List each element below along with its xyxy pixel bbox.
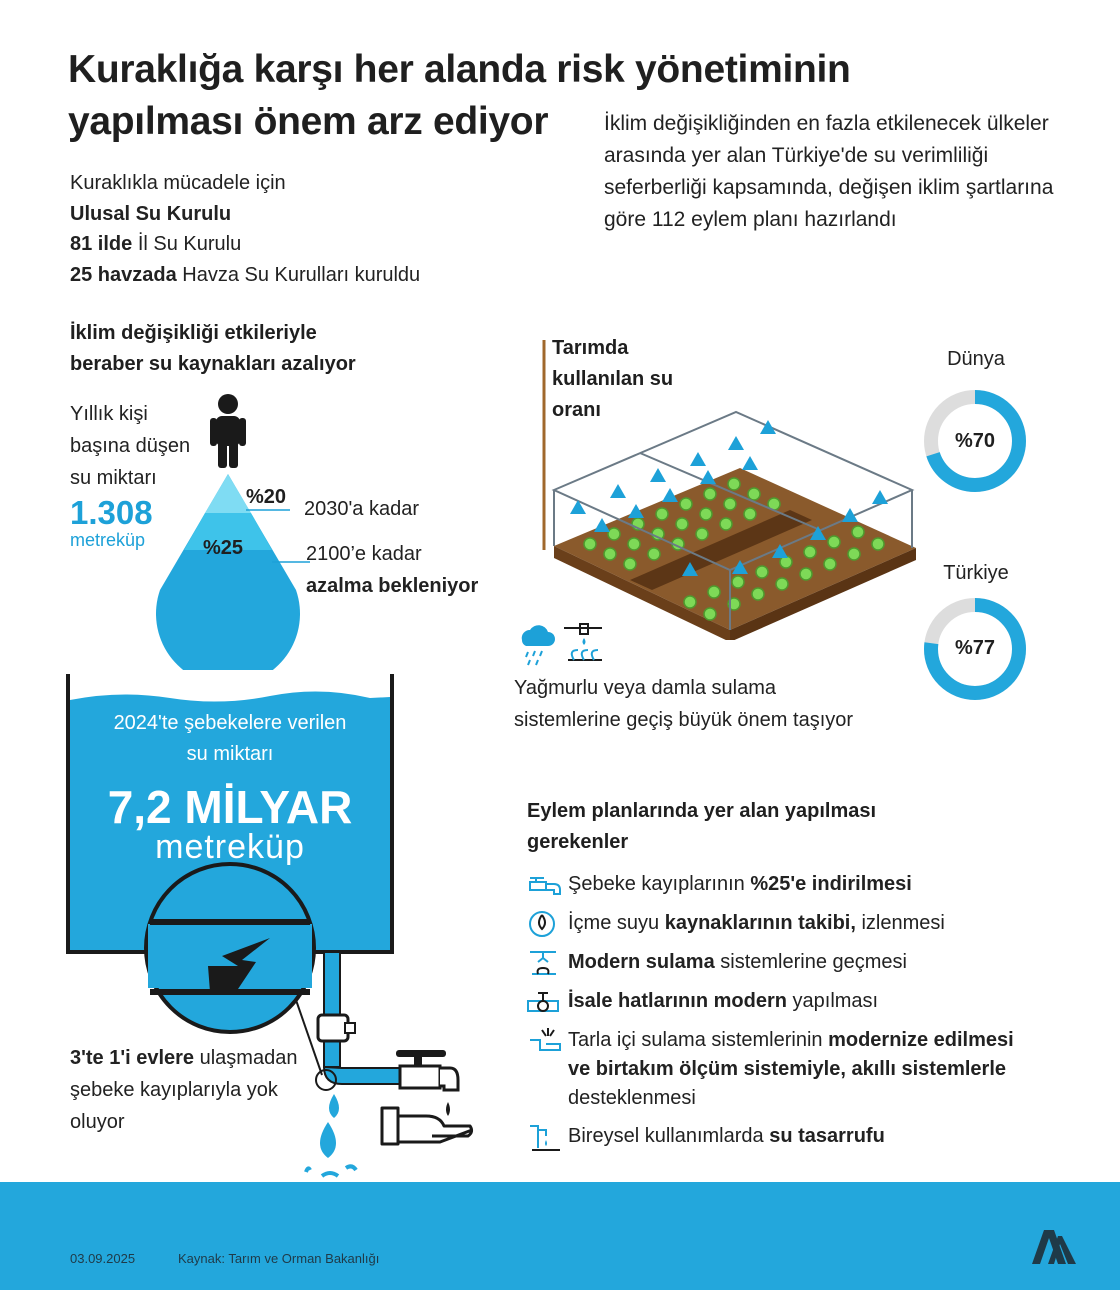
tank-unit: metreküp xyxy=(155,828,305,866)
councils-lead: Kuraklıkla mücadele için xyxy=(70,172,286,194)
actions-heading-line2: gerekenler xyxy=(527,831,629,853)
water-drop-heading xyxy=(70,318,470,380)
label-2030: 2030'a kadar xyxy=(304,498,420,520)
councils-block xyxy=(70,168,550,290)
per-capita-label-line1: Yıllık kişi xyxy=(70,403,148,425)
turkey-value: %77 xyxy=(954,637,996,659)
councils-province-rest: İl Su Kurulu xyxy=(132,233,242,255)
tank-value: 7,2 MİLYAR xyxy=(107,781,353,833)
intro-text: İklim değişikliğinden en fazla etkilenecek ülkeler arasında yer alan Türkiye'de su verimliliği seferberliği kapsamında, değişen iklim şartlarına göre 112 eylem planı hazırlandı xyxy=(604,112,1054,231)
agriculture-heading-line1: Tarımda xyxy=(552,337,629,359)
action-6-pre: Bireysel kullanımlarda xyxy=(568,1125,770,1147)
world-label: Dünya xyxy=(947,348,1005,370)
action-2-pre: İçme suyu xyxy=(568,912,665,934)
action-1-bold: %25'e indirilmesi xyxy=(750,873,912,895)
aa-logo-icon xyxy=(1030,1226,1078,1266)
actions-heading-line1: Eylem planlarında yer alan yapılması xyxy=(527,800,877,822)
agriculture-heading-line3: oranı xyxy=(552,399,601,421)
action-6-bold: su tasarrufu xyxy=(769,1125,885,1147)
councils-basin-rest: Havza Su Kurulları kuruldu xyxy=(176,263,421,286)
councils-province-bold: 81 ilde xyxy=(70,233,133,255)
action-3-post: sistemlerine geçmesi xyxy=(714,951,907,973)
drip-irrigation-icon xyxy=(564,624,602,660)
water-drop-graphic xyxy=(150,390,450,670)
action-1-pre: Şebeke kayıplarının xyxy=(568,873,751,895)
water-drop-heading-line2: beraber su kaynakları azalıyor xyxy=(70,353,356,375)
action-5-pre: Tarla içi sulama sistemlerinin xyxy=(568,1029,829,1051)
loss-bold: 3'te 1'i evlere xyxy=(70,1047,195,1069)
sprinkler-icon xyxy=(526,948,568,978)
action-4-bold: İsale hatlarının modern xyxy=(568,990,787,1012)
hand-icon xyxy=(382,1108,472,1144)
field-irrigation-icon xyxy=(526,1026,568,1056)
action-item xyxy=(526,987,1026,1017)
action-item xyxy=(526,909,1026,939)
tank-line1: 2024'te şebekelere verilen xyxy=(113,712,347,734)
agriculture-heading-line2: kullanılan su xyxy=(552,368,674,390)
actions-heading xyxy=(527,796,947,858)
action-4-post: yapılması xyxy=(786,990,879,1012)
action-2-bold: kaynaklarının takibi, xyxy=(664,912,856,934)
action-3-bold: Modern sulama xyxy=(568,951,715,973)
actions-list xyxy=(526,870,1026,1161)
pct-2030: %20 xyxy=(246,486,287,508)
action-item xyxy=(526,1026,1026,1113)
turkey-label: Türkiye xyxy=(943,562,1009,584)
tank-line2: su miktarı xyxy=(186,743,274,765)
tap-saving-icon xyxy=(526,1122,568,1152)
faucet-icon xyxy=(526,870,568,900)
rain-cloud-icon xyxy=(522,625,555,665)
action-item xyxy=(526,1122,1026,1152)
footer-source: Kaynak: Tarım ve Orman Bakanlığı xyxy=(178,1251,380,1266)
label-2100: 2100’e kadar xyxy=(306,543,422,565)
water-tracking-icon xyxy=(526,909,568,939)
councils-national: Ulusal Su Kurulu xyxy=(70,202,232,225)
action-item xyxy=(526,870,1026,900)
per-capita-label-line3: su miktarı xyxy=(70,467,157,489)
person-icon xyxy=(210,394,246,468)
footer-date: 03.09.2025 xyxy=(70,1251,136,1266)
per-capita-value: 1.308 xyxy=(70,494,153,531)
per-capita-label-line2: başına düşen xyxy=(70,435,191,457)
councils-basin-bold: 25 havzada xyxy=(70,263,177,286)
sprinkler-text: Yağmurlu veya damla sulama sistemlerine geçiş büyük önem taşıyor xyxy=(514,677,854,731)
loss-text xyxy=(70,1042,300,1138)
page-title: Kuraklığa karşı her alanda risk yönetiminin yapılması önem arz ediyor xyxy=(68,48,851,143)
irrigated-field-graphic xyxy=(540,340,920,640)
loss-rest: ulaşmadan şebeke kayıplarıyla yok oluyor xyxy=(70,1047,298,1133)
faucet-icon xyxy=(396,1050,458,1116)
action-2-post: izlenmesi xyxy=(855,912,945,934)
action-5-post: desteklenmesi xyxy=(568,1087,696,1109)
water-drop-heading-line1: İklim değişikliği etkileriyle xyxy=(70,322,317,344)
footer-bar xyxy=(0,1182,1120,1290)
pipeline-icon xyxy=(526,987,568,1017)
action-5-bold: modernize edilmesi ve birtakım ölçüm sistemiyle, akıllı sistemlerle xyxy=(568,1029,1014,1080)
label-expected: azalma bekleniyor xyxy=(306,575,479,597)
pct-2100: %25 xyxy=(203,537,244,559)
irrigation-type-icons xyxy=(516,620,606,668)
action-item xyxy=(526,948,1026,978)
per-capita-unit: metreküp xyxy=(70,530,146,550)
world-value: %70 xyxy=(954,430,996,452)
